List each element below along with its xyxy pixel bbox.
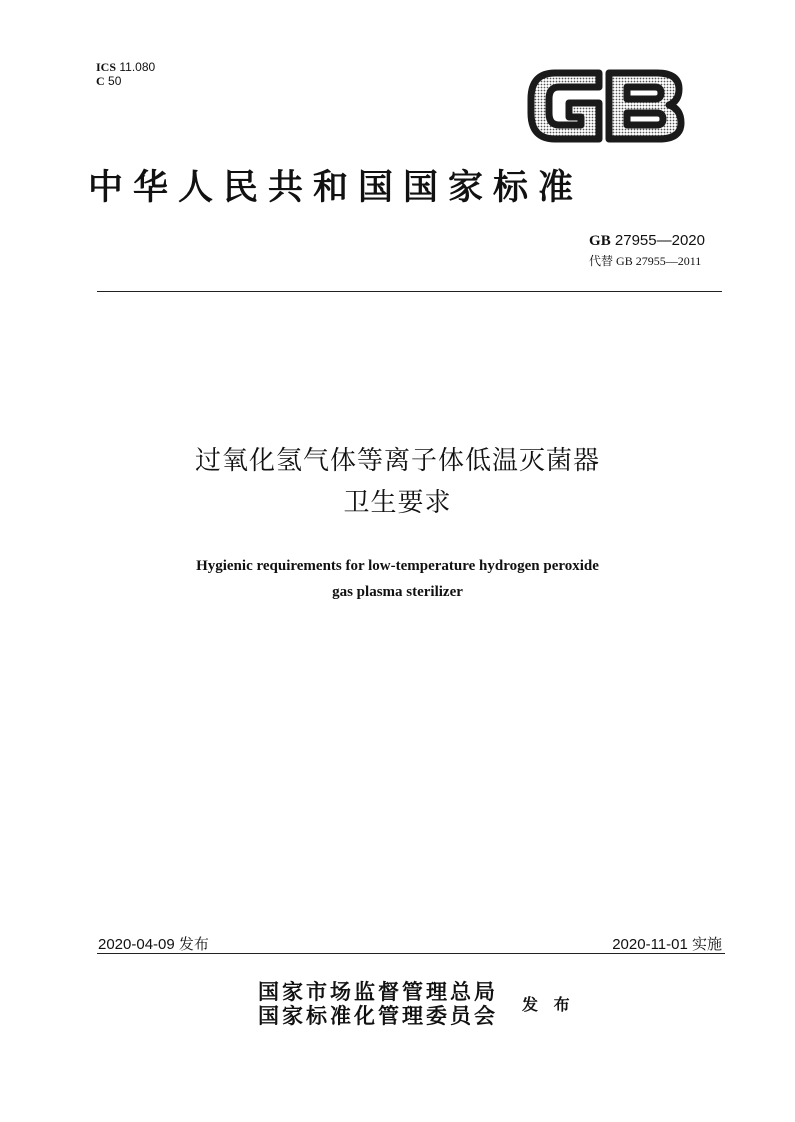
standard-number [589,232,705,250]
replaces-standard: 代替 GB 27955—2011 [589,254,702,268]
ics-label: ICS [96,60,117,74]
standard-number-block [589,232,705,269]
cn-title-line-2: 卫生要求 [343,488,452,518]
class-label: C [96,74,105,88]
issuing-organizations [258,980,498,1028]
issuer-samr: 国家市场监督管理总局 [258,979,498,1004]
implementation-date: 2020-11-01 实施 [612,936,722,953]
class-line [96,74,155,88]
issuer-sac: 国家标准化管理委员会 [258,1003,498,1028]
document-title-cn [0,440,795,524]
cn-title-line-1: 过氧化氢气体等离子体低温灭菌器 [194,446,600,476]
ics-line [96,60,155,74]
ics-classification [96,60,155,88]
issue-label: 发 布 [522,995,575,1014]
standard-prefix: GB [589,233,611,249]
footer-divider [97,953,725,954]
standard-code: 27955—2020 [614,232,705,249]
header-divider [97,291,722,292]
en-title-line-1: Hygienic requirements for low-temperature hydrogen peroxide [196,558,599,574]
class-code: 50 [108,74,122,88]
release-date: 2020-04-09 发布 [98,936,209,953]
gb-logo [525,65,685,145]
national-standard-title: 中华人民共和国国家标准 [88,167,584,208]
ics-code: 11.080 [119,60,156,74]
document-title-en [0,553,795,605]
en-title-line-2: gas plasma sterilizer [332,584,463,600]
